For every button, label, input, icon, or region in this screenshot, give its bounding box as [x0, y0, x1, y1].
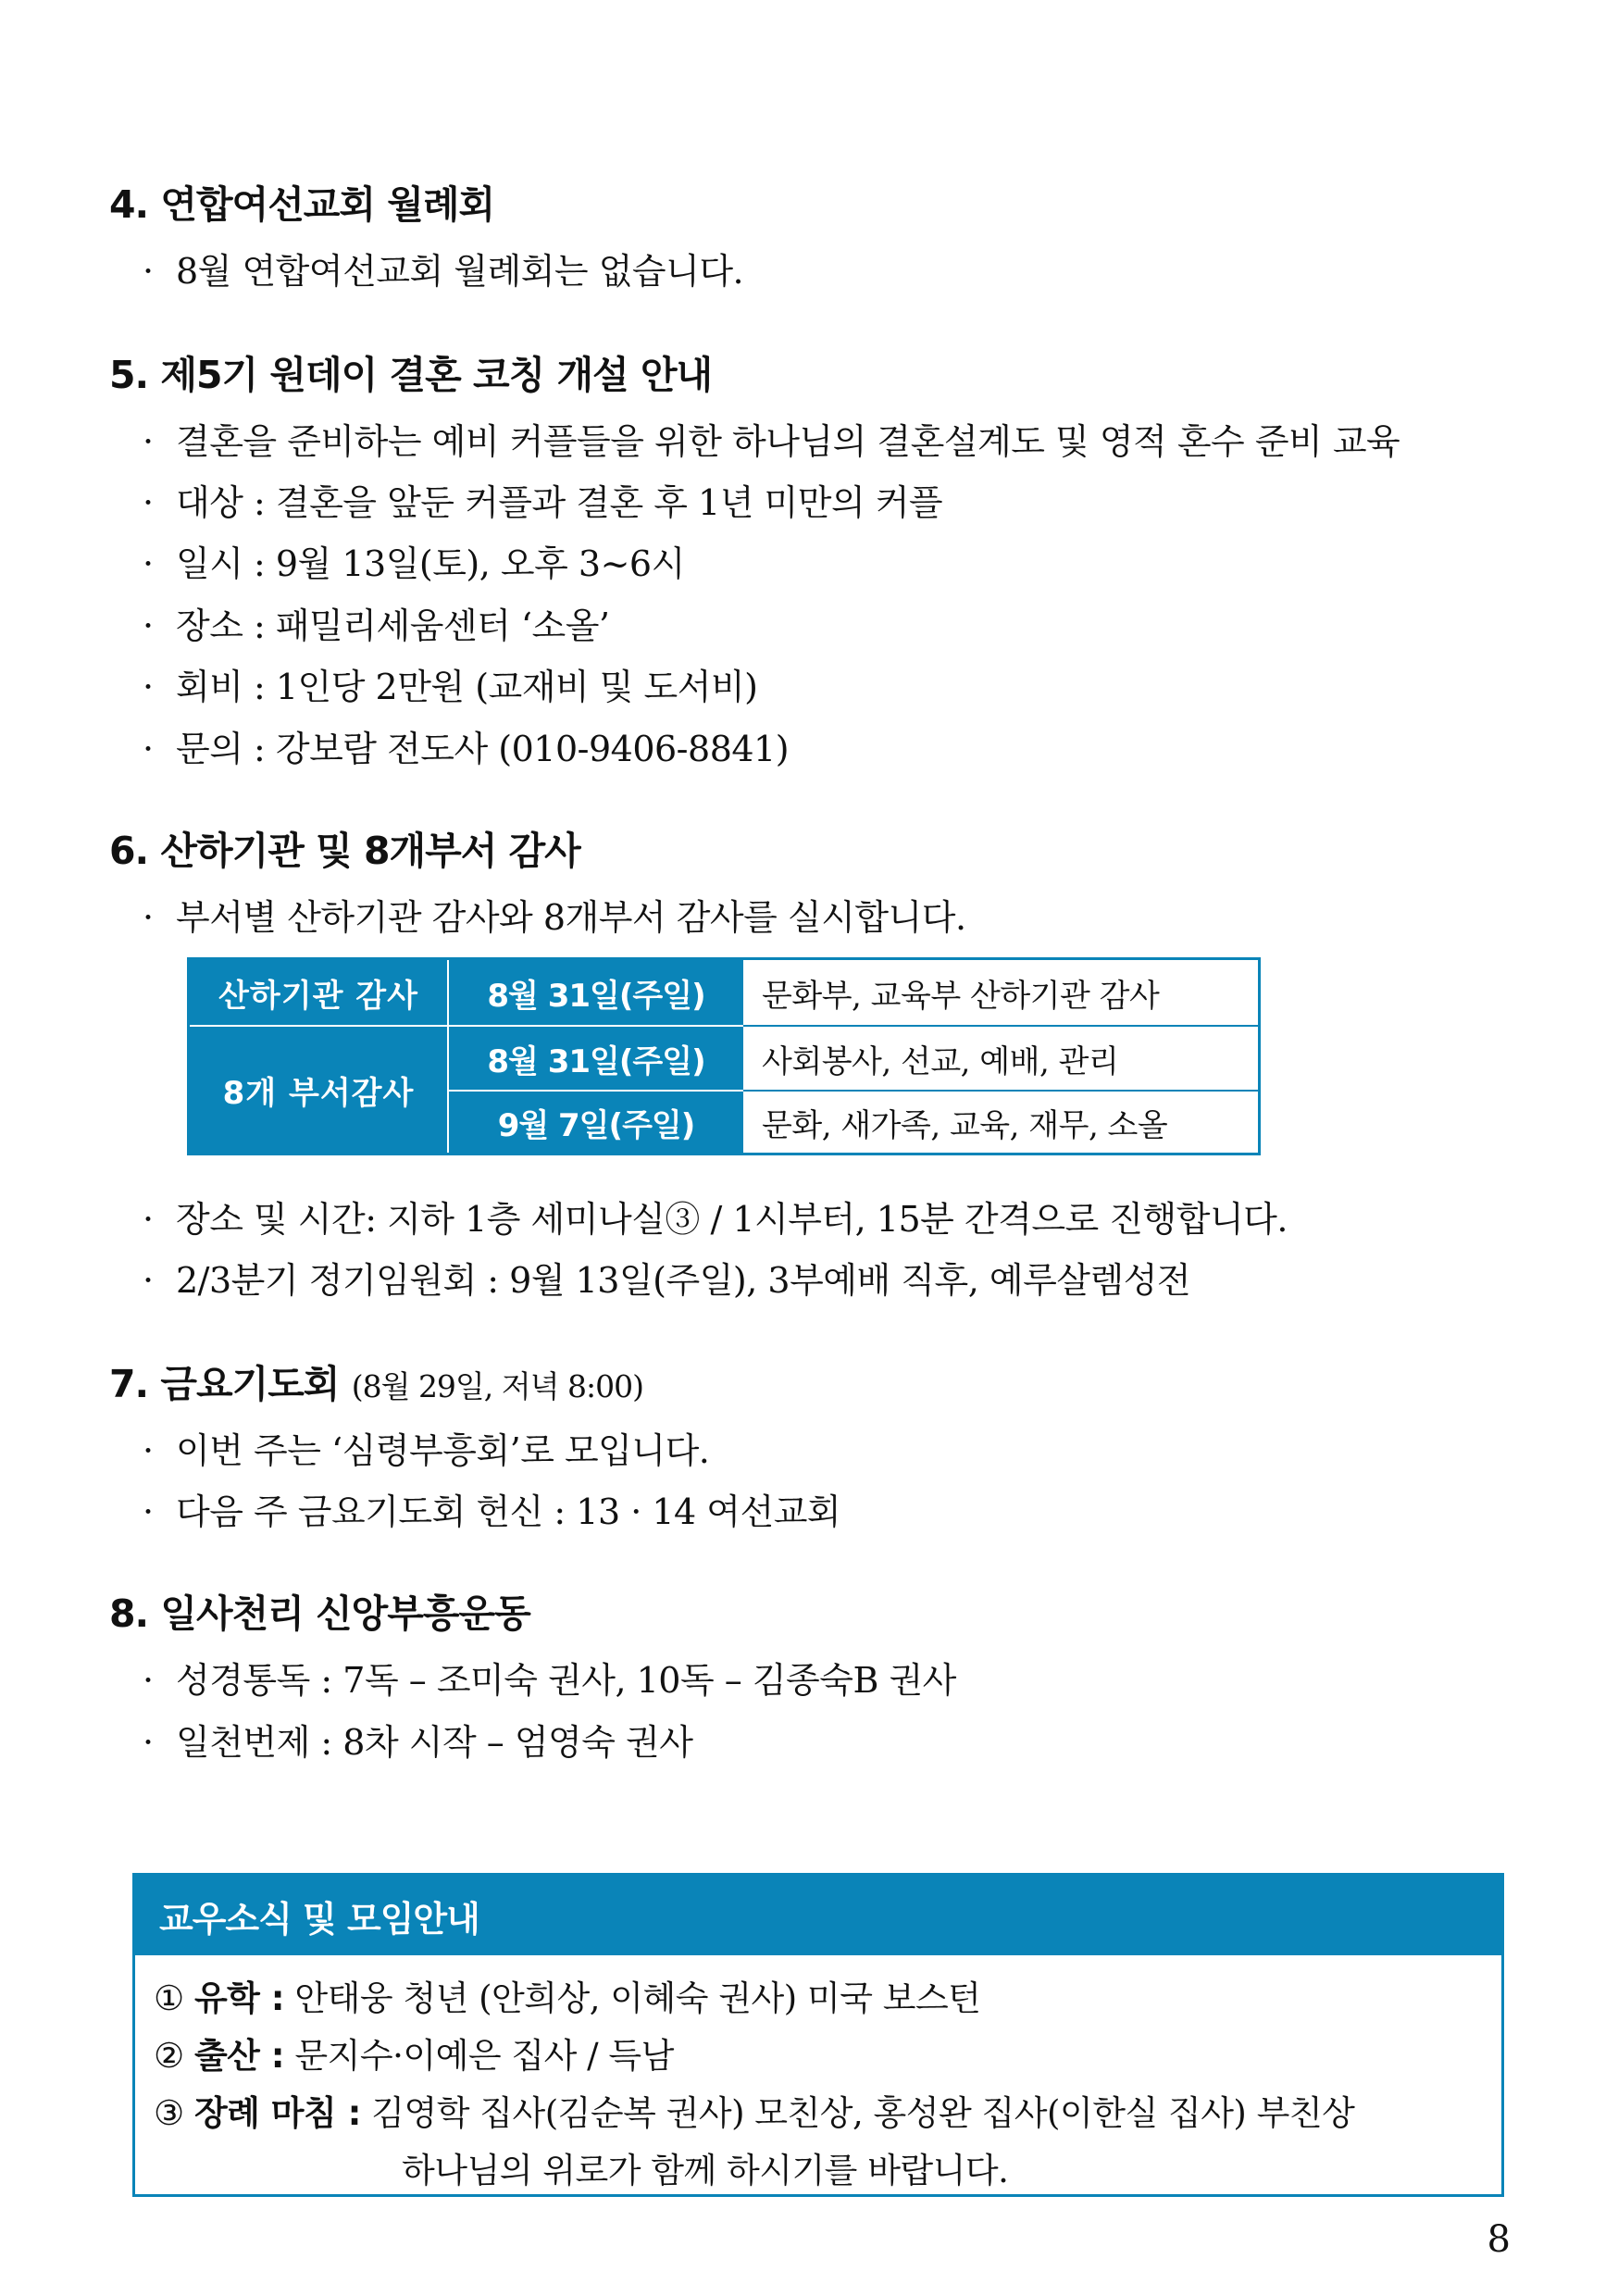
- table-divider: [190, 1025, 743, 1027]
- bullet: ·: [143, 897, 154, 938]
- section-7-subtitle: (8월 29일, 저녁 8:00): [351, 1368, 644, 1404]
- member-news-title: 교우소식 및 모임안내: [135, 1876, 1501, 1955]
- section-8-title: 8. 일사천리 신앙부흥운동: [109, 1591, 530, 1636]
- audit-row-date: 8월 31일(주일): [449, 1027, 743, 1090]
- page-number: 8: [1487, 2218, 1511, 2261]
- section-4-title: 4. 연합여선교회 월례회: [109, 182, 495, 227]
- bullet: ·: [143, 605, 154, 646]
- section-8-item: · 성경통독 : 7독 – 조미숙 권사, 10독 – 김종숙B 권사: [143, 1660, 956, 1701]
- table-divider: [743, 1025, 1258, 1027]
- section-6-title: 6. 산하기관 및 8개부서 감사: [109, 829, 580, 873]
- bullet: ·: [143, 1660, 154, 1701]
- bullet: ·: [143, 729, 154, 769]
- section-4-item: · 8월 연합여선교회 월례회는 없습니다.: [143, 251, 744, 292]
- section-5-title: 5. 제5기 원데이 결혼 코칭 개설 안내: [109, 353, 713, 397]
- bullet: ·: [143, 482, 154, 523]
- section-7-title: 7. 금요기도회 (8월 29일, 저녁 8:00): [109, 1362, 644, 1406]
- audit-schedule-table: [187, 957, 1261, 1155]
- bullet: ·: [143, 543, 154, 584]
- member-news-box: [132, 1873, 1504, 2197]
- bullet: ·: [143, 421, 154, 462]
- section-5-item: · 회비 : 1인당 2만원 (교재비 및 도서비): [143, 667, 758, 707]
- bullet: ·: [143, 1491, 154, 1532]
- section-5-item: · 대상 : 결혼을 앞둔 커플과 결혼 후 1년 미만의 커플: [143, 482, 943, 523]
- bullet: ·: [143, 1722, 154, 1763]
- bullet: ·: [143, 1430, 154, 1471]
- audit-row-content: 사회봉사, 선교, 예배, 관리: [762, 1042, 1119, 1080]
- section-6-item: · 장소 및 시간: 지하 1층 세미나실③ / 1시부터, 15분 간격으로 진행합니다.: [143, 1199, 1288, 1240]
- section-8-item: · 일천번제 : 8차 시작 – 엄영숙 권사: [143, 1722, 693, 1763]
- audit-group-label-departments: 8개 부서감사: [190, 1027, 447, 1153]
- audit-row-date: 9월 7일(주일): [449, 1092, 743, 1153]
- audit-row-date: 8월 31일(주일): [449, 960, 743, 1025]
- bullet: ·: [143, 667, 154, 707]
- section-5-item: · 장소 : 패밀리세움센터 ‘소올’: [143, 605, 610, 646]
- bullet: ·: [143, 1260, 154, 1301]
- audit-group-label-affiliates: 산하기관 감사: [190, 960, 447, 1025]
- table-divider: [743, 1090, 1258, 1092]
- section-5-item: · 문의 : 강보람 전도사 (010-9406-8841): [143, 729, 790, 769]
- bullet: ·: [143, 251, 154, 292]
- section-7-item: · 이번 주는 ‘심령부흥회’로 모입니다.: [143, 1430, 710, 1471]
- news-entry: ③ 장례 마침 : 김영학 집사(김순복 권사) 모친상, 홍성완 집사(이한실 집사) 부친상: [154, 2093, 1355, 2133]
- table-divider: [451, 1090, 743, 1092]
- section-5-item: · 일시 : 9월 13일(토), 오후 3~6시: [143, 543, 685, 584]
- section-7-item: · 다음 주 금요기도회 헌신 : 13 · 14 여선교회: [143, 1491, 841, 1532]
- section-6-item: · 2/3분기 정기임원회 : 9월 13일(주일), 3부예배 직후, 예루살렘성전: [143, 1260, 1191, 1301]
- section-6-intro: · 부서별 산하기관 감사와 8개부서 감사를 실시합니다.: [143, 897, 966, 938]
- bullet: ·: [143, 1199, 154, 1240]
- section-5-item: · 결혼을 준비하는 예비 커플들을 위한 하나님의 결혼설계도 및 영적 혼수 준비 교육: [143, 421, 1400, 462]
- audit-row-content: 문화, 새가족, 교육, 재무, 소올: [762, 1106, 1168, 1144]
- news-closing: 하나님의 위로가 함께 하시기를 바랍니다.: [402, 2151, 1009, 2190]
- news-entry: ① 유학 : 안태웅 청년 (안희상, 이혜숙 권사) 미국 보스턴: [154, 1978, 981, 2018]
- audit-row-content: 문화부, 교육부 산하기관 감사: [762, 977, 1160, 1015]
- news-entry: ② 출산 : 문지수·이예은 집사 / 득남: [154, 2036, 674, 2076]
